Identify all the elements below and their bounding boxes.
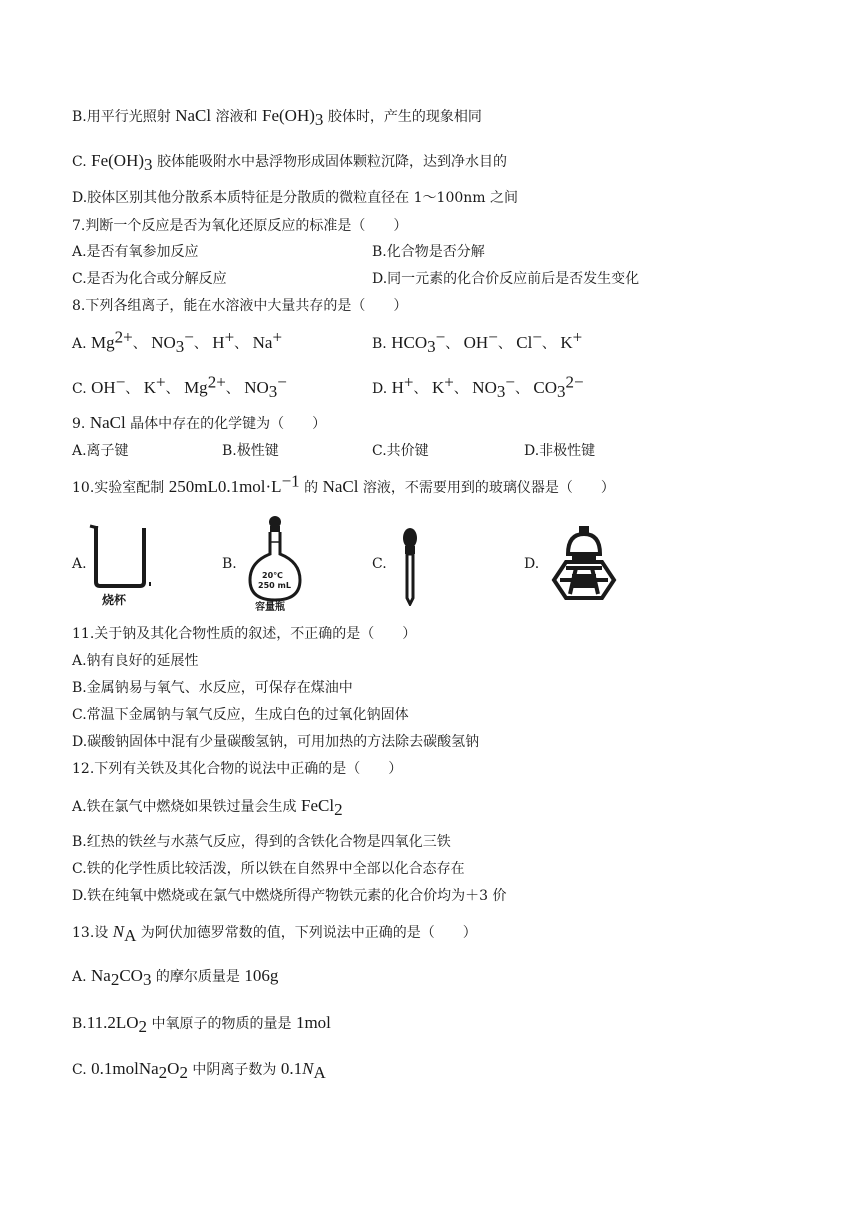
alcohol-lamp-image	[546, 524, 622, 604]
q6-c-text: 胶体能吸附水中悬浮物形成固体颗粒沉降，达到净水目的	[152, 154, 507, 170]
formula-feoh: Fe(OH)	[91, 151, 145, 170]
q9-number: 9.	[72, 416, 90, 432]
ion-na: Na	[252, 333, 273, 352]
charge: +	[444, 372, 454, 392]
q8-option-b	[372, 327, 583, 356]
formula-o: O	[167, 1059, 180, 1078]
dropper-tube	[407, 554, 413, 604]
separator: 、	[453, 381, 468, 397]
q8-option-c	[72, 372, 287, 401]
separator: 、	[132, 336, 147, 352]
q9-option-c: C.共价键	[372, 443, 429, 459]
separator: 、	[165, 381, 180, 397]
q13-text: 为阿伏加德罗常数的值，下列说法中正确的是（ ）	[136, 925, 477, 941]
q9-text: 晶体中存在的化学键为（ ）	[125, 416, 327, 432]
subscript: A	[313, 1062, 326, 1082]
flask-stopper-neck	[270, 526, 280, 532]
q7-option-d: D.同一元素的化合价反应前后是否发生变化	[372, 271, 640, 287]
q13-b-text: 中氧原子的物质的量是	[147, 1016, 296, 1032]
q10-option-c: C.	[372, 556, 387, 572]
formula-nacl: NaCl	[89, 413, 126, 432]
q8-stem: 8.下列各组离子，能在水溶液中大量共存的是（ ）	[72, 298, 408, 314]
q9-option-d: D.非极性键	[524, 443, 596, 459]
beaker-outline	[94, 528, 144, 586]
lamp-shadow	[572, 574, 596, 588]
ion-mg: Mg	[91, 333, 115, 352]
q10-text-mid: 的	[299, 480, 323, 496]
q10-option-d: D.	[524, 556, 540, 572]
charge: 2−	[565, 372, 584, 392]
q11-option-d: D.碳酸钠固体中混有少量碳酸氢钠，可用加热的方法除去碳酸氢钠	[72, 734, 480, 750]
mol-value: 1mol	[295, 1013, 331, 1032]
formula-na: Na	[91, 966, 111, 985]
q6-b-text-mid: 溶液和	[211, 109, 262, 125]
volume-o2: 11.2LO	[86, 1013, 139, 1032]
beaker-image	[88, 520, 158, 610]
q7-option-b: B.化合物是否分解	[372, 244, 485, 260]
q10-text: 溶液，不需要用到的玻璃仪器是（ ）	[358, 480, 615, 496]
separator: 、	[125, 381, 140, 397]
ion-no3: NO	[244, 378, 269, 397]
separator: 、	[541, 336, 556, 352]
subscript: A	[124, 925, 137, 945]
ion-oh: OH	[463, 333, 489, 352]
ion-hco3: HCO	[391, 333, 428, 352]
q6-option-d: D.胶体区别其他分散系本质特征是分散质的微粒直径在 1～100nm 之间	[72, 190, 518, 206]
q8-option-a	[72, 327, 283, 356]
subscript: 3	[427, 336, 436, 356]
flask-volume: 250 mL	[258, 581, 291, 590]
separator: 、	[234, 336, 249, 352]
q8-option-d	[372, 372, 584, 401]
ion-k: K	[143, 378, 157, 397]
q13-option-c	[72, 1059, 326, 1080]
charge: +	[156, 372, 166, 392]
amount-na2o2: 0.1molNa	[91, 1059, 159, 1078]
charge: −	[184, 327, 194, 347]
q13-stem	[72, 922, 477, 943]
q12-option-a	[72, 796, 343, 817]
dropper-image	[396, 526, 424, 606]
subscript: 3	[557, 381, 566, 401]
formula-feoh: Fe(OH)	[262, 106, 315, 125]
flask-temp: 20℃	[262, 571, 283, 580]
volumetric-flask-image	[240, 514, 310, 612]
ion-co3: CO	[533, 378, 558, 397]
separator: 、	[193, 336, 208, 352]
subscript: 2	[334, 799, 343, 819]
molar-mass-value: 106g	[244, 966, 279, 985]
beaker-label: 烧杯	[102, 593, 127, 607]
anion-count: 0.1	[280, 1059, 303, 1078]
formula-nacl: NaCl	[175, 106, 212, 125]
subscript: 2	[138, 1016, 148, 1036]
separator: 、	[514, 381, 529, 397]
ion-no3: NO	[472, 378, 497, 397]
option-label: B.	[372, 336, 392, 352]
q12-stem: 12.下列有关铁及其化合物的说法中正确的是（ ）	[72, 761, 403, 777]
subscript: 3	[142, 969, 152, 989]
q11-stem: 11.关于钠及其化合物性质的叙述，不正确的是（ ）	[72, 626, 417, 642]
q10-option-a: A.	[72, 556, 87, 572]
option-label: C.	[72, 1062, 92, 1078]
q13-a-text: 的摩尔质量是	[151, 969, 245, 985]
charge: −	[532, 327, 542, 347]
charge: +	[403, 372, 414, 392]
option-label: A.	[72, 969, 92, 985]
charge: +	[224, 327, 235, 347]
ion-h: H	[391, 378, 404, 397]
formula-co: CO	[119, 966, 143, 985]
q10-stem	[72, 471, 615, 498]
q9-option-a: A.离子键	[72, 443, 129, 459]
lamp-cap	[568, 534, 600, 554]
concentration: 250mL0.1mol·L	[168, 477, 282, 496]
separator: 、	[413, 381, 428, 397]
subscript: 3	[314, 109, 324, 129]
avogadro-symbol: N	[112, 922, 125, 941]
subscript: 2	[179, 1062, 188, 1082]
ion-mg: Mg	[184, 378, 208, 397]
q6-option-c	[72, 151, 507, 172]
subscript: 3	[144, 154, 153, 174]
charge: 2+	[114, 327, 133, 347]
ion-k: K	[560, 333, 573, 352]
superscript: −1	[281, 471, 300, 491]
option-label: C.	[72, 381, 92, 397]
ion-h: H	[212, 333, 225, 352]
q7-stem: 7.判断一个反应是否为氧化还原反应的标准是（ ）	[72, 218, 408, 234]
separator: 、	[445, 336, 460, 352]
charge: −	[488, 327, 498, 347]
ion-k: K	[431, 378, 445, 397]
q10-option-b: B.	[222, 556, 237, 572]
ion-no3: NO	[151, 333, 176, 352]
avogadro-symbol: N	[302, 1059, 314, 1078]
q12-option-b: B.红热的铁丝与水蒸气反应，得到的含铁化合物是四氧化三铁	[72, 834, 451, 850]
q12-option-c: C.铁的化学性质比较活泼，所以铁在自然界中全部以化合态存在	[72, 861, 465, 877]
charge: −	[277, 372, 287, 392]
q13-c-text: 中阴离子数为	[187, 1062, 281, 1078]
q9-option-b: B.极性键	[222, 443, 279, 459]
option-label: B.	[72, 1016, 87, 1032]
flask-label: 容量瓶	[255, 602, 285, 612]
subscript: 2	[110, 969, 120, 989]
subscript: 3	[268, 381, 278, 401]
ion-oh: OH	[91, 378, 116, 397]
q10-number: 10.实验室配制	[72, 480, 169, 496]
subscript: 3	[175, 336, 185, 356]
separator: 、	[497, 336, 512, 352]
dropper-bulb	[403, 528, 417, 548]
beaker-lip	[90, 526, 98, 528]
separator: 、	[225, 381, 240, 397]
q7-option-a: A.是否有氧参加反应	[72, 244, 199, 260]
q13-number: 13.设	[72, 925, 113, 941]
charge: −	[505, 372, 515, 392]
subscript: 3	[496, 381, 506, 401]
q6-option-b	[72, 106, 482, 127]
ion-cl: Cl	[516, 333, 533, 352]
subscript: 2	[158, 1062, 168, 1082]
charge: 2+	[207, 372, 226, 392]
option-label: D.	[372, 381, 392, 397]
q13-option-b	[72, 1013, 331, 1034]
formula-fecl2: FeCl	[301, 796, 335, 815]
charge: −	[115, 372, 126, 392]
charge: +	[272, 327, 283, 347]
q12-a-text: A.铁在氯气中燃烧如果铁过量会生成	[72, 799, 302, 815]
q6-c-label: C.	[72, 154, 92, 170]
formula-nacl: NaCl	[322, 477, 359, 496]
charge: +	[572, 327, 583, 347]
charge: −	[435, 327, 446, 347]
q11-option-b: B.金属钠易与氧气、水反应，可保存在煤油中	[72, 680, 353, 696]
q12-option-d: D.铁在纯氧中燃烧或在氯气中燃烧所得产物铁元素的化合价均为＋3 价	[72, 888, 507, 904]
q11-option-c: C.常温下金属钠与氧气反应，生成白色的过氧化钠固体	[72, 707, 409, 723]
q13-option-a	[72, 966, 278, 987]
q11-option-a: A.钠有良好的延展性	[72, 653, 199, 669]
option-label: A.	[72, 336, 92, 352]
q7-option-c: C.是否为化合或分解反应	[72, 271, 227, 287]
q9-stem	[72, 413, 326, 434]
q6-b-text-post: 胶体时，产生的现象相同	[323, 109, 482, 125]
q6-b-text: B.用平行光照射	[72, 109, 176, 125]
